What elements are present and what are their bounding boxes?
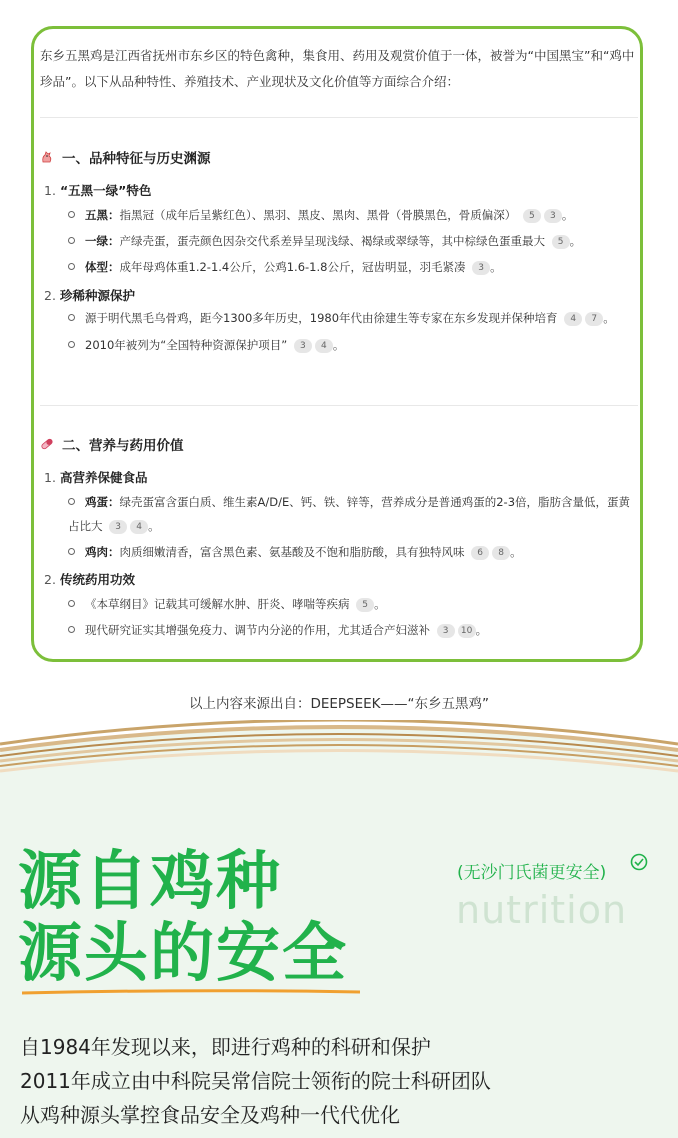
bullet-item (68, 229, 638, 253)
list-item-title: “五黑一绿”特色 (59, 183, 152, 198)
list-item-title: 珍稀种源保护 (59, 288, 135, 303)
source-caption: 以上内容来源出自：DEEPSEEK——“东乡五黑鸡” (188, 696, 490, 712)
bullet-text: 产绿壳蛋，蛋壳颜色因杂交代系差异呈现浅绿、褐绿或翠绿等，其中棕绿色蛋重最大 (119, 234, 545, 248)
list-item (44, 570, 135, 588)
bullet-tail: 。 (475, 623, 488, 637)
pill-icon (40, 437, 54, 451)
citation-badge[interactable]: 3 (544, 209, 562, 223)
list-number: 1. (44, 183, 56, 198)
bullet-tail: 。 (569, 234, 582, 248)
body-line-2: 2011年成立由中科院吴常信院士领衔的院士科研团队 (20, 1069, 491, 1093)
bullet-text: 肉质细嫩清香，富含黑色素、氨基酸及不饱和脂肪酸，具有独特风味 (119, 545, 465, 559)
orange-underline (22, 988, 360, 996)
citation-badge[interactable]: 4 (130, 520, 148, 534)
body-text (20, 1030, 491, 1132)
list-number: 2. (44, 288, 56, 303)
citation-badge[interactable]: 10 (458, 624, 476, 638)
bullet-text: 2010年被列为“全国特种资源保护项目” (85, 338, 288, 352)
bullet-item (68, 255, 638, 279)
citation-badge[interactable]: 3 (472, 261, 490, 275)
citation-badge[interactable]: 4 (315, 339, 333, 353)
bullet-label: 鸡肉： (85, 545, 120, 559)
citation-badge[interactable]: 5 (356, 598, 374, 612)
bullet-tail: 。 (603, 311, 615, 325)
section-1-title (40, 147, 211, 167)
nutrition-watermark: nutrition (456, 888, 628, 932)
citation-badge[interactable]: 5 (523, 209, 541, 223)
bullet-tail: 。 (561, 208, 574, 222)
bullet-tail: 。 (332, 338, 345, 352)
citation-badge[interactable]: 4 (564, 312, 582, 326)
citation-badge[interactable]: 3 (294, 339, 312, 353)
bullet-text: 源于明代黑毛乌骨鸡，距今1300多年历史，1980年代由徐建生等专家在东乡发现并保种培育 (85, 311, 558, 325)
ai-answer-card (31, 26, 643, 662)
bullet-dot (68, 600, 75, 607)
bullet-text: 现代研究证实其增强免疫力、调节内分泌的作用，尤其适合产妇滋补 (85, 623, 430, 637)
citation-badge[interactable]: 3 (437, 624, 455, 638)
bullet-item (68, 203, 638, 227)
list-item-title: 高营养保健食品 (59, 470, 148, 485)
circle-check-icon (630, 853, 648, 871)
bullet-item (68, 540, 638, 564)
gold-wave-decoration (0, 720, 678, 830)
bullet-item (68, 490, 640, 538)
bullet-text: 绿壳蛋富含蛋白质、维生素A/D/E、钙、铁、锌等，营养成分是普通鸡蛋的2-3倍，脂肪含量低，蛋黄占比大 (68, 495, 631, 533)
bullet-tail: 。 (148, 519, 160, 533)
bullet-text: 成年母鸡体重1.2-1.4公斤，公鸡1.6-1.8公斤，冠齿明显，羽毛紧凑 (119, 260, 466, 274)
bullet-label: 五黑： (85, 208, 120, 222)
headline-line-1: 源自鸡种 (18, 845, 282, 919)
list-item (44, 181, 151, 199)
salmonella-free-tag: (无沙门氏菌更安全) (457, 863, 607, 883)
list-item-title: 传统药用功效 (59, 572, 135, 587)
list-number: 1. (44, 470, 56, 485)
headline-line-2: 源头的安全 (18, 917, 348, 991)
section-2-title-text: 二、营养与药用价值 (62, 438, 184, 454)
citation-badge[interactable]: 6 (471, 546, 489, 560)
divider (40, 117, 638, 118)
citation-badge[interactable]: 7 (585, 312, 603, 326)
bullet-label: 体型： (85, 260, 120, 274)
bullet-label: 一绿： (85, 234, 120, 248)
bullet-dot (68, 341, 75, 348)
citation-badge[interactable]: 8 (492, 546, 510, 560)
citation-badge[interactable]: 3 (109, 520, 127, 534)
bullet-item (68, 592, 638, 616)
list-number: 2. (44, 572, 56, 587)
bullet-item (68, 618, 638, 642)
list-item (44, 468, 147, 486)
bullet-tail: 。 (490, 260, 502, 274)
bullet-tail: 。 (510, 545, 522, 559)
bullet-item (68, 306, 638, 330)
rooster-icon (40, 150, 54, 164)
body-line-3: 从鸡种源头掌控食品安全及鸡种一代代优化 (20, 1103, 400, 1127)
bullet-tail: 。 (374, 597, 386, 611)
bullet-dot (68, 211, 75, 218)
citation-badge[interactable]: 5 (552, 235, 570, 249)
bullet-dot (68, 498, 75, 505)
list-item (44, 286, 135, 304)
divider (40, 405, 638, 406)
intro-paragraph: 东乡五黑鸡是江西省抚州市东乡区的特色禽种，集食用、药用及观赏价值于一体，被誉为“中国黑宝”和“鸡中珍品”。以下从品种特性、养殖技术、产业现状及文化价值等方面综合介绍： (40, 48, 635, 89)
bullet-dot (68, 626, 75, 633)
bullet-text: 指黑冠（成年后呈紫红色）、黑羽、黑皮、黑肉、黑骨（骨膜黑色，骨质偏深） (119, 208, 517, 222)
body-line-1: 自1984年发现以来，即进行鸡种的科研和保护 (20, 1035, 431, 1059)
bullet-item (68, 333, 638, 357)
section-1-title-text: 一、品种特征与历史渊源 (62, 151, 211, 167)
bullet-dot (68, 548, 75, 555)
bullet-dot (68, 263, 75, 270)
bullet-dot (68, 237, 75, 244)
section-2-title (40, 434, 184, 454)
bullet-dot (68, 314, 75, 321)
bullet-text: 《本草纲目》记载其可缓解水肿、肝炎、哮喘等疾病 (85, 597, 350, 611)
bullet-label: 鸡蛋： (85, 495, 120, 509)
